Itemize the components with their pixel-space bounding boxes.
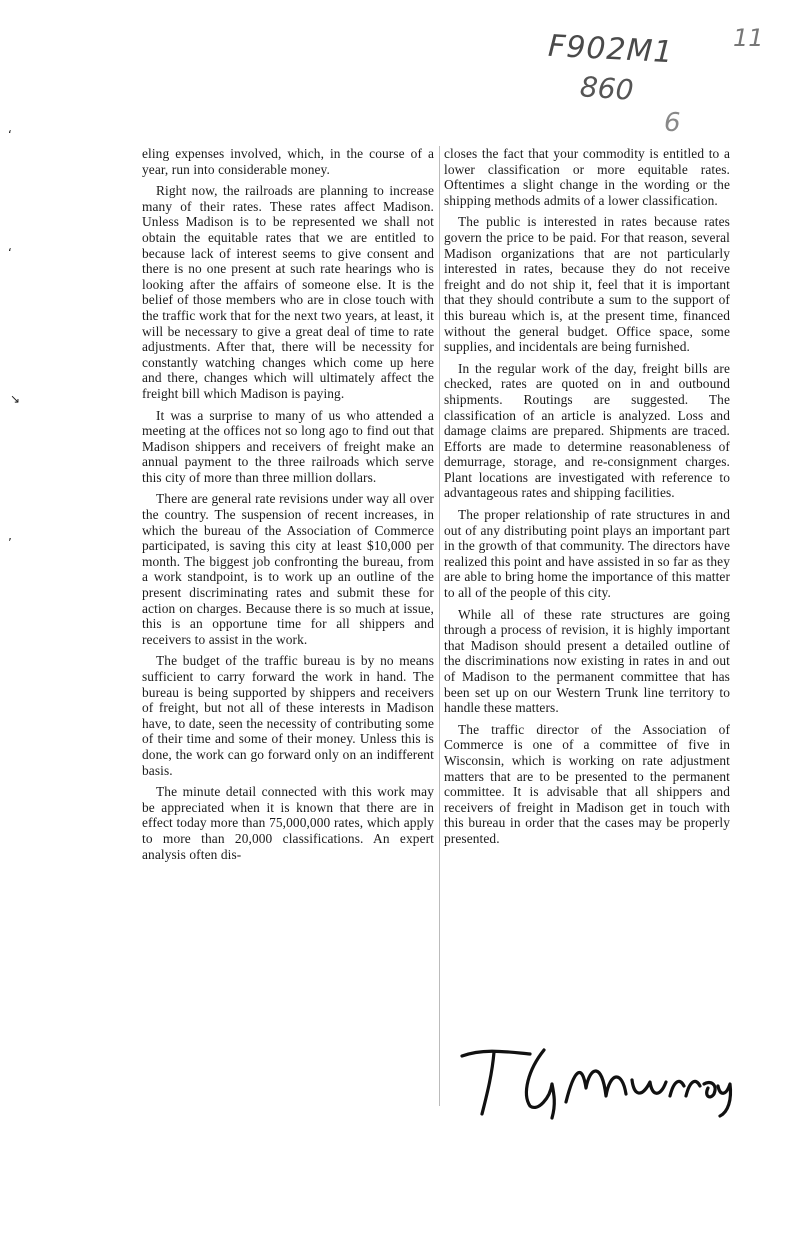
article-paragraph: The budget of the traffic bureau is by no means sufficient to carry forward the work in hand. The bureau is being supported by shippers and receivers of freight, but not all of these interests in Madison have, to date, seen the necessity of contributing some of their time and some of their money. Unless this is done, the work can go forward only on an indifferent basis. bbox=[142, 653, 434, 778]
page-number-annotation: 11 bbox=[733, 24, 764, 52]
article-paragraph: There are general rate revisions under way all over the country. The suspension of recent increases, in which the bureau of the Association of Commerce participated, is saving this city at least $10,000 per month. The biggest job confronting the bureau, from a work standpoint, is to work up an outline of the present discriminating rates and submit these for action on charges. Because there is so much at issue, this is an opportune time for all shippers and receivers to assist in the work. bbox=[142, 491, 434, 647]
article-paragraph: The public is interested in rates because rates govern the price to be paid. For that reason, several Madison organizations that are not particularly interested in rates, because they do not receive freight and do not ship it, feel that it is important that they should contribute a sum to the support of this bureau which is, at the present time, financed without the general budget. Office space, some supplies, and incidentals are being furnished. bbox=[444, 214, 730, 355]
article-paragraph: It was a surprise to many of us who attended a meeting at the offices not so long ago to find out that Madison shippers and receivers of freight make an annual payment to the three railroads which serve this city of more than three million dollars. bbox=[142, 407, 434, 485]
margin-arrow-mark: ↘ bbox=[10, 392, 21, 406]
article-paragraph: The minute detail connected with this work may be appreciated when it is known that there are in effect today more than 75,000,000 rates, which apply to more than 20,000 classifications. An expert analysis often dis- bbox=[142, 784, 434, 862]
article-paragraph: Right now, the railroads are planning to increase many of their rates. These rates affect Madison. Unless Madison is to be represented we shall not obtain the equitable rates that we are entitled to because lack of interest seems to give consent and there is no one present at such rate hearings who is looking after the affairs of someone else. It is the belief of those members who are in close touch with the traffic work that for the next two years, at least, it will be necessary to give a great deal of time to rate adjustments. After that, there will be necessity for constantly watching changes which come up here and there, changes which will ultimately affect the freight bill which Madison is paying. bbox=[142, 183, 434, 401]
article-paragraph: The traffic director of the Association of Commerce is one of a committee of five in Wisconsin, which is working on rate adjustment matters that are to be presented to the permanent committee. It is advisable that all shippers and receivers of freight in Madison get in touch with this bureau in order that the cases may be properly presented. bbox=[444, 721, 730, 846]
article-column-right bbox=[444, 146, 730, 853]
handwritten-signature bbox=[456, 1040, 736, 1120]
margin-tick-mark: ’ bbox=[8, 536, 12, 550]
article-paragraph: In the regular work of the day, freight bills are checked, rates are quoted on in and outbound shipments. Routings are suggested. The classification of an article is analyzed. Loss and damage claims are prepared. Shipments are traced. Efforts are made to determine reasonableness of demurrage, storage, and re-consignment charges. Plant locations are investigated with reference to advantageous rates and shipping facilities. bbox=[444, 360, 730, 501]
column-divider bbox=[439, 146, 440, 1106]
article-paragraph: closes the fact that your commodity is entitled to a lower classification or more equitable rates. Oftentimes a slight change in the wording or the shipping methods admits of a lower classification. bbox=[444, 146, 730, 208]
sheet-number-annotation: 6 bbox=[664, 108, 681, 138]
archive-number-annotation: 860 bbox=[578, 70, 635, 107]
article-paragraph: While all of these rate structures are going through a process of revision, it is highly important that Madison should present a detailed outline of the discriminations now existing in rates in and out of Madison to the permanent committee that has been set up on our Western Trunk line territory to handle these matters. bbox=[444, 606, 730, 716]
article-paragraph: eling expenses involved, which, in the course of a year, run into considerable money. bbox=[142, 146, 434, 177]
article-paragraph: The proper relationship of rate structures in and out of any distributing point plays an important part in the growth of that community. The directors have realized this point and have assisted in so far as they are able to bring home the importance of this matter to all of the people of this city. bbox=[444, 507, 730, 601]
archive-code-annotation: F902M1 bbox=[547, 28, 675, 71]
article-column-left bbox=[142, 146, 434, 868]
margin-tick-mark: ‘ bbox=[8, 246, 12, 260]
margin-tick-mark: ‘ bbox=[8, 128, 12, 142]
